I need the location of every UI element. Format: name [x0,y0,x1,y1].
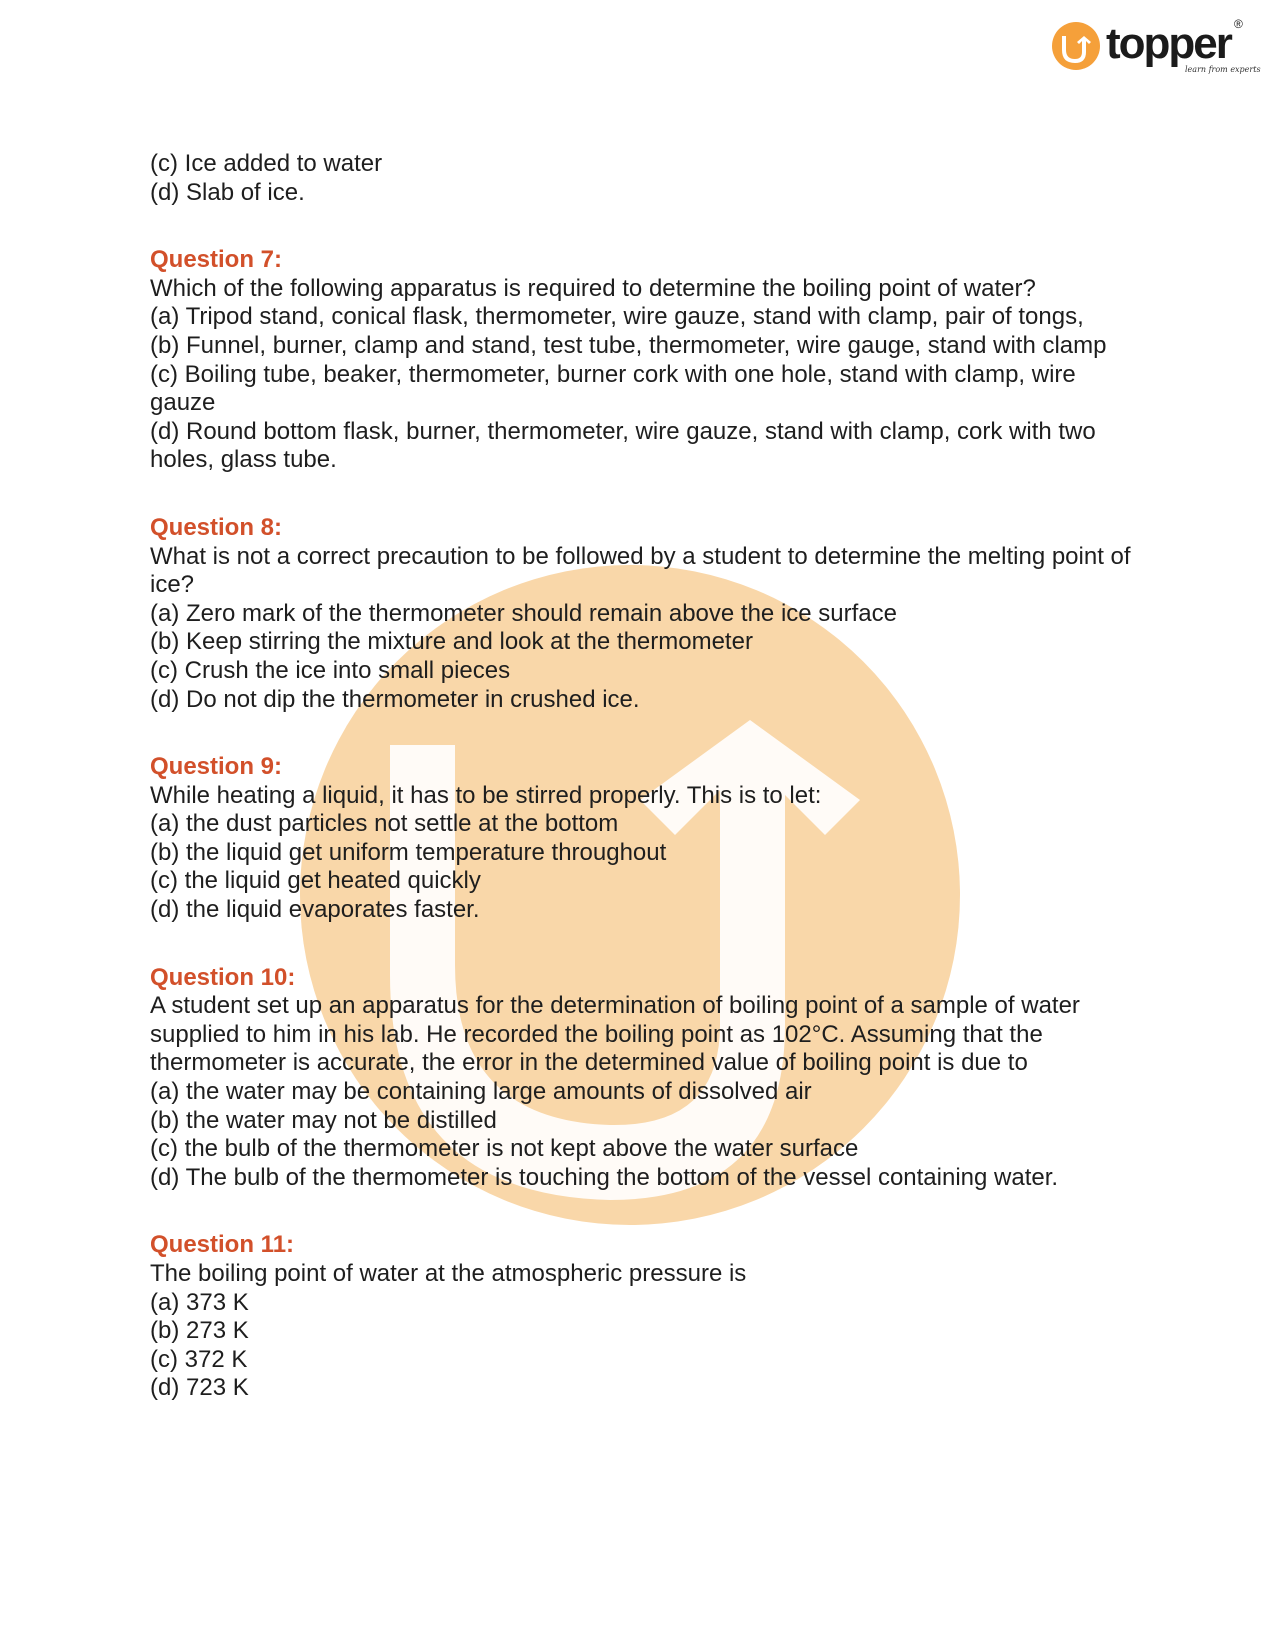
option: (a) the water may be containing large amounts of dissolved air [150,1078,812,1106]
logo-wordmark: topper [1106,19,1231,68]
question-stem: The boiling point of water at the atmospheric pressure is [150,1260,747,1287]
question-title: Question 8: [150,513,283,541]
option: (d) Do not dip the thermometer in crushed ice. [150,685,640,713]
question-10 [150,964,1135,1193]
option: (a) 373 K [150,1288,249,1316]
option: (a) Tripod stand, conical flask, thermometer, wire gauze, stand with clamp, pair of tongs, [150,303,1084,331]
question-stem: While heating a liquid, it has to be stirred properly. This is to let: [150,781,822,809]
option: (a) the dust particles not settle at the bottom [150,810,619,838]
option: (c) Ice added to water [150,150,383,177]
option: (d) the liquid evaporates faster. [150,896,480,924]
question-stem: A student set up an apparatus for the determination of boiling point of a sample of water supplied to him in his lab. He recorded the boiling point as 102°C. Assuming that the thermometer is accurate, the error in the determined value of boiling point is due to [150,992,1080,1077]
question-title: Question 11: [150,1231,295,1259]
question-7 [150,246,1135,475]
question-8 [150,514,1135,714]
question-stem: What is not a correct precaution to be followed by a student to determine the melting point of ice? [150,542,1131,599]
question-stem: Which of the following apparatus is required to determine the boiling point of water? [150,274,1036,302]
continuation-options [150,150,1135,207]
question-9 [150,753,1135,925]
option: (b) 273 K [150,1317,249,1345]
option: (b) Keep stirring the mixture and look at the thermometer [150,628,753,656]
question-title: Question 9: [150,753,283,781]
question-title: Question 10: [150,963,296,991]
option: (d) 723 K [150,1374,249,1402]
option: (b) Funnel, burner, clamp and stand, test tube, thermometer, wire gauge, stand with clamp [150,331,1107,359]
option: (b) the liquid get uniform temperature throughout [150,838,667,866]
option: (d) The bulb of the thermometer is touching the bottom of the vessel containing water. [150,1163,1059,1191]
brand-logo [1052,17,1261,78]
option: (c) the liquid get heated quickly [150,867,481,895]
option: (d) Slab of ice. [150,178,305,206]
option: (c) Crush the ice into small pieces [150,656,511,684]
option: (b) the water may not be distilled [150,1106,497,1134]
document-body [150,150,1135,1442]
question-title: Question 7: [150,246,283,274]
logo-mark-icon [1052,22,1100,70]
option: (c) the bulb of the thermometer is not kept above the water surface [150,1135,859,1163]
registered-mark: ® [1234,17,1243,31]
option: (a) Zero mark of the thermometer should remain above the ice surface [150,599,897,627]
option: (d) Round bottom flask, burner, thermometer, wire gauze, stand with clamp, cork with two holes, glass tube. [150,417,1096,474]
logo-tagline: learn from experts [1185,65,1261,74]
option: (c) Boiling tube, beaker, thermometer, burner cork with one hole, stand with clamp, wire gauze [150,360,1076,417]
question-11 [150,1231,1135,1403]
option: (c) 372 K [150,1345,248,1373]
